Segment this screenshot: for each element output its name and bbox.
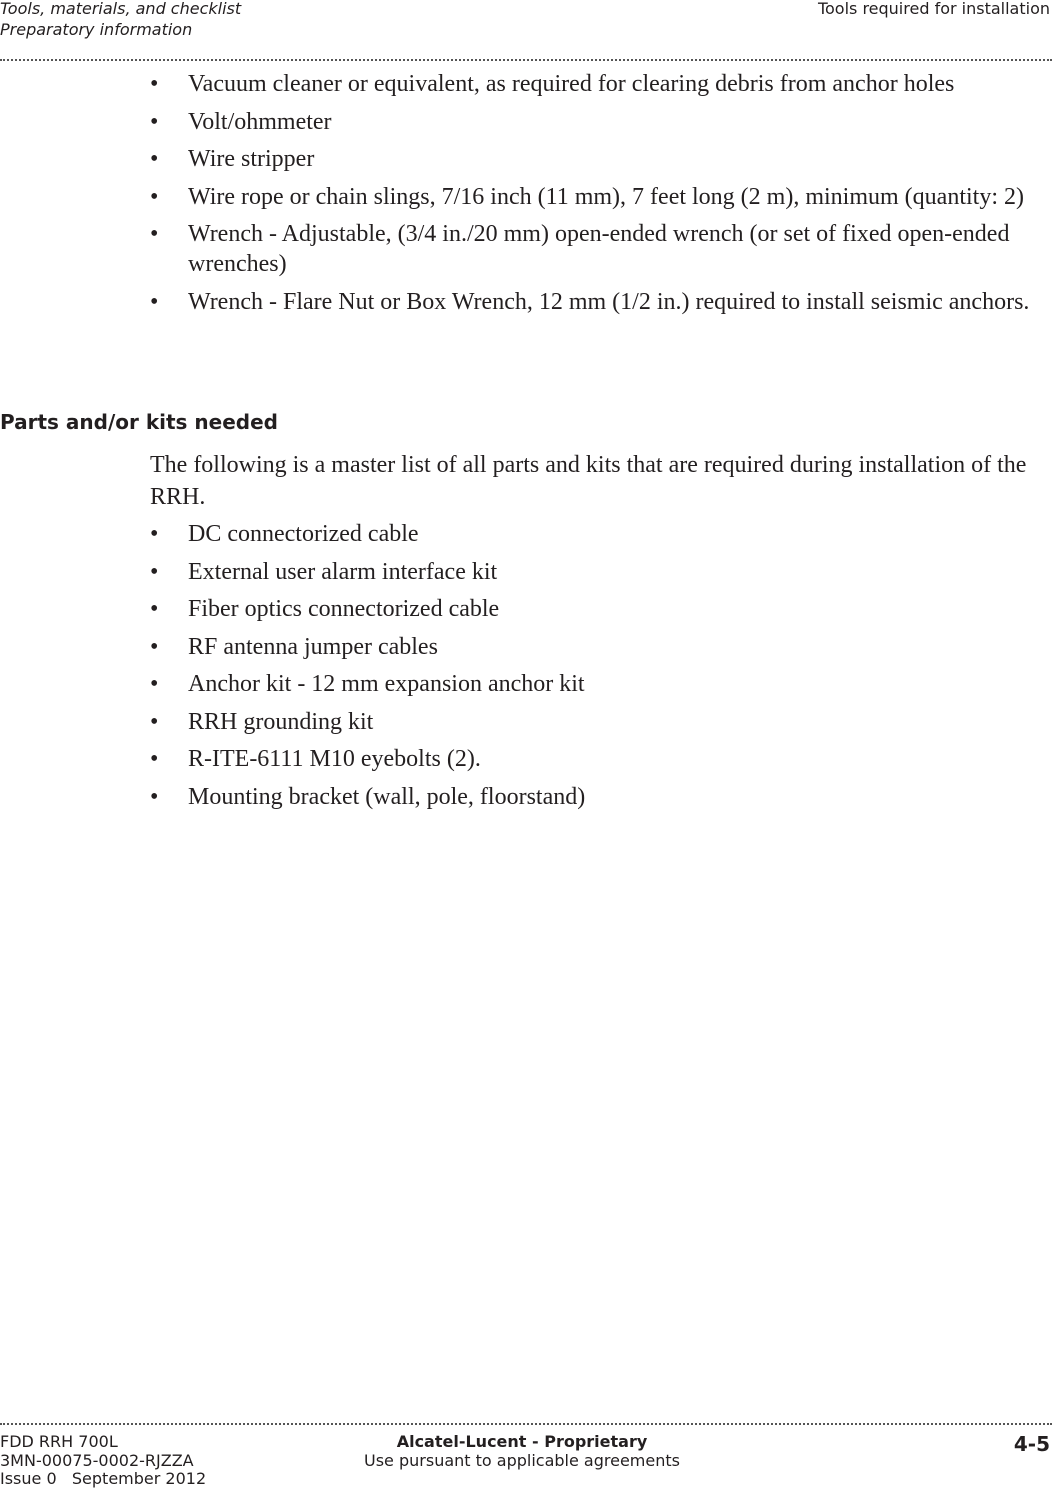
bullet-icon: • xyxy=(150,708,159,735)
tools-list xyxy=(150,69,1045,324)
list-item-text: External user alarm interface kit xyxy=(188,558,498,585)
page-header xyxy=(0,0,1052,62)
footer-divider xyxy=(0,1423,1052,1425)
list-item xyxy=(150,744,1045,774)
bullet-icon: • xyxy=(150,783,159,810)
list-item xyxy=(150,594,1045,624)
list-item xyxy=(150,144,1045,174)
footer-issue-date: Issue 0 September 2012 xyxy=(0,1469,207,1488)
bullet-icon: • xyxy=(150,633,159,660)
page-number: 4-5 xyxy=(1013,1432,1050,1456)
list-item-text: Wrench - Adjustable, (3/4 in./20 mm) open-ended wrench (or set of fixed open-ended wrenches) xyxy=(188,221,1010,277)
bullet-icon: • xyxy=(150,671,159,697)
bullet-icon: • xyxy=(150,558,159,585)
bullet-icon: • xyxy=(150,146,159,172)
list-item-text: RRH grounding kit xyxy=(188,708,374,735)
footer-proprietary-title: Alcatel-Lucent - Proprietary xyxy=(396,1432,648,1451)
bullet-icon: • xyxy=(150,288,159,315)
bullet-icon: • xyxy=(150,221,159,247)
list-item-text: DC connectorized cable xyxy=(188,521,419,547)
header-chapter-info xyxy=(0,0,241,40)
footer-product-name: FDD RRH 700L xyxy=(0,1432,118,1451)
footer-document-number: 3MN-00075-0002-RJZZA xyxy=(0,1450,194,1470)
list-item xyxy=(150,287,1045,317)
list-item-text: Wrench - Flare Nut or Box Wrench, 12 mm (1/2 in.) required to install seismic anchors. xyxy=(188,288,1030,315)
list-item xyxy=(150,557,1045,587)
list-item-text: Fiber optics connectorized cable xyxy=(188,596,500,622)
bullet-icon: • xyxy=(150,746,159,772)
list-item xyxy=(150,69,1045,99)
bullet-icon: • xyxy=(150,183,159,210)
list-item-text: R-ITE-6111 M10 eyebolts (2). xyxy=(188,746,481,772)
list-item-text: Anchor kit - 12 mm expansion anchor kit xyxy=(188,671,585,697)
parts-list xyxy=(150,519,1045,819)
list-item xyxy=(150,707,1045,737)
list-item xyxy=(150,632,1045,662)
list-item-text: Wire rope or chain slings, 7/16 inch (11 mm), 7 feet long (2 m), minimum (quantity: 2) xyxy=(188,183,1024,210)
list-item xyxy=(150,219,1045,279)
header-topic-title: Tools required for installation xyxy=(817,0,1050,18)
list-item xyxy=(150,182,1045,212)
list-item-text: Mounting bracket (wall, pole, floorstand) xyxy=(188,783,586,810)
list-item xyxy=(150,782,1045,812)
list-item xyxy=(150,519,1045,549)
list-item-text: RF antenna jumper cables xyxy=(188,633,438,660)
header-section-title: Preparatory information xyxy=(0,20,193,39)
section-heading: Parts and/or kits needed xyxy=(0,410,278,434)
bullet-icon: • xyxy=(150,596,159,622)
section-intro-paragraph: The following is a master list of all parts and kits that are required during installation of the RRH. xyxy=(150,452,1027,510)
list-item xyxy=(150,107,1045,137)
bullet-icon: • xyxy=(150,108,159,135)
footer-usage-notice: Use pursuant to applicable agreements xyxy=(364,1450,680,1470)
list-item-text: Wire stripper xyxy=(188,146,315,172)
list-item-text: Vacuum cleaner or equivalent, as required for clearing debris from anchor holes xyxy=(188,71,955,97)
bullet-icon: • xyxy=(150,71,159,97)
header-chapter-title: Tools, materials, and checklist xyxy=(0,0,242,18)
list-item xyxy=(150,669,1045,699)
list-item-text: Volt/ohmmeter xyxy=(188,108,332,135)
footer-proprietary-notice xyxy=(0,1433,1052,1470)
bullet-icon: • xyxy=(150,521,159,547)
header-divider xyxy=(0,59,1052,61)
